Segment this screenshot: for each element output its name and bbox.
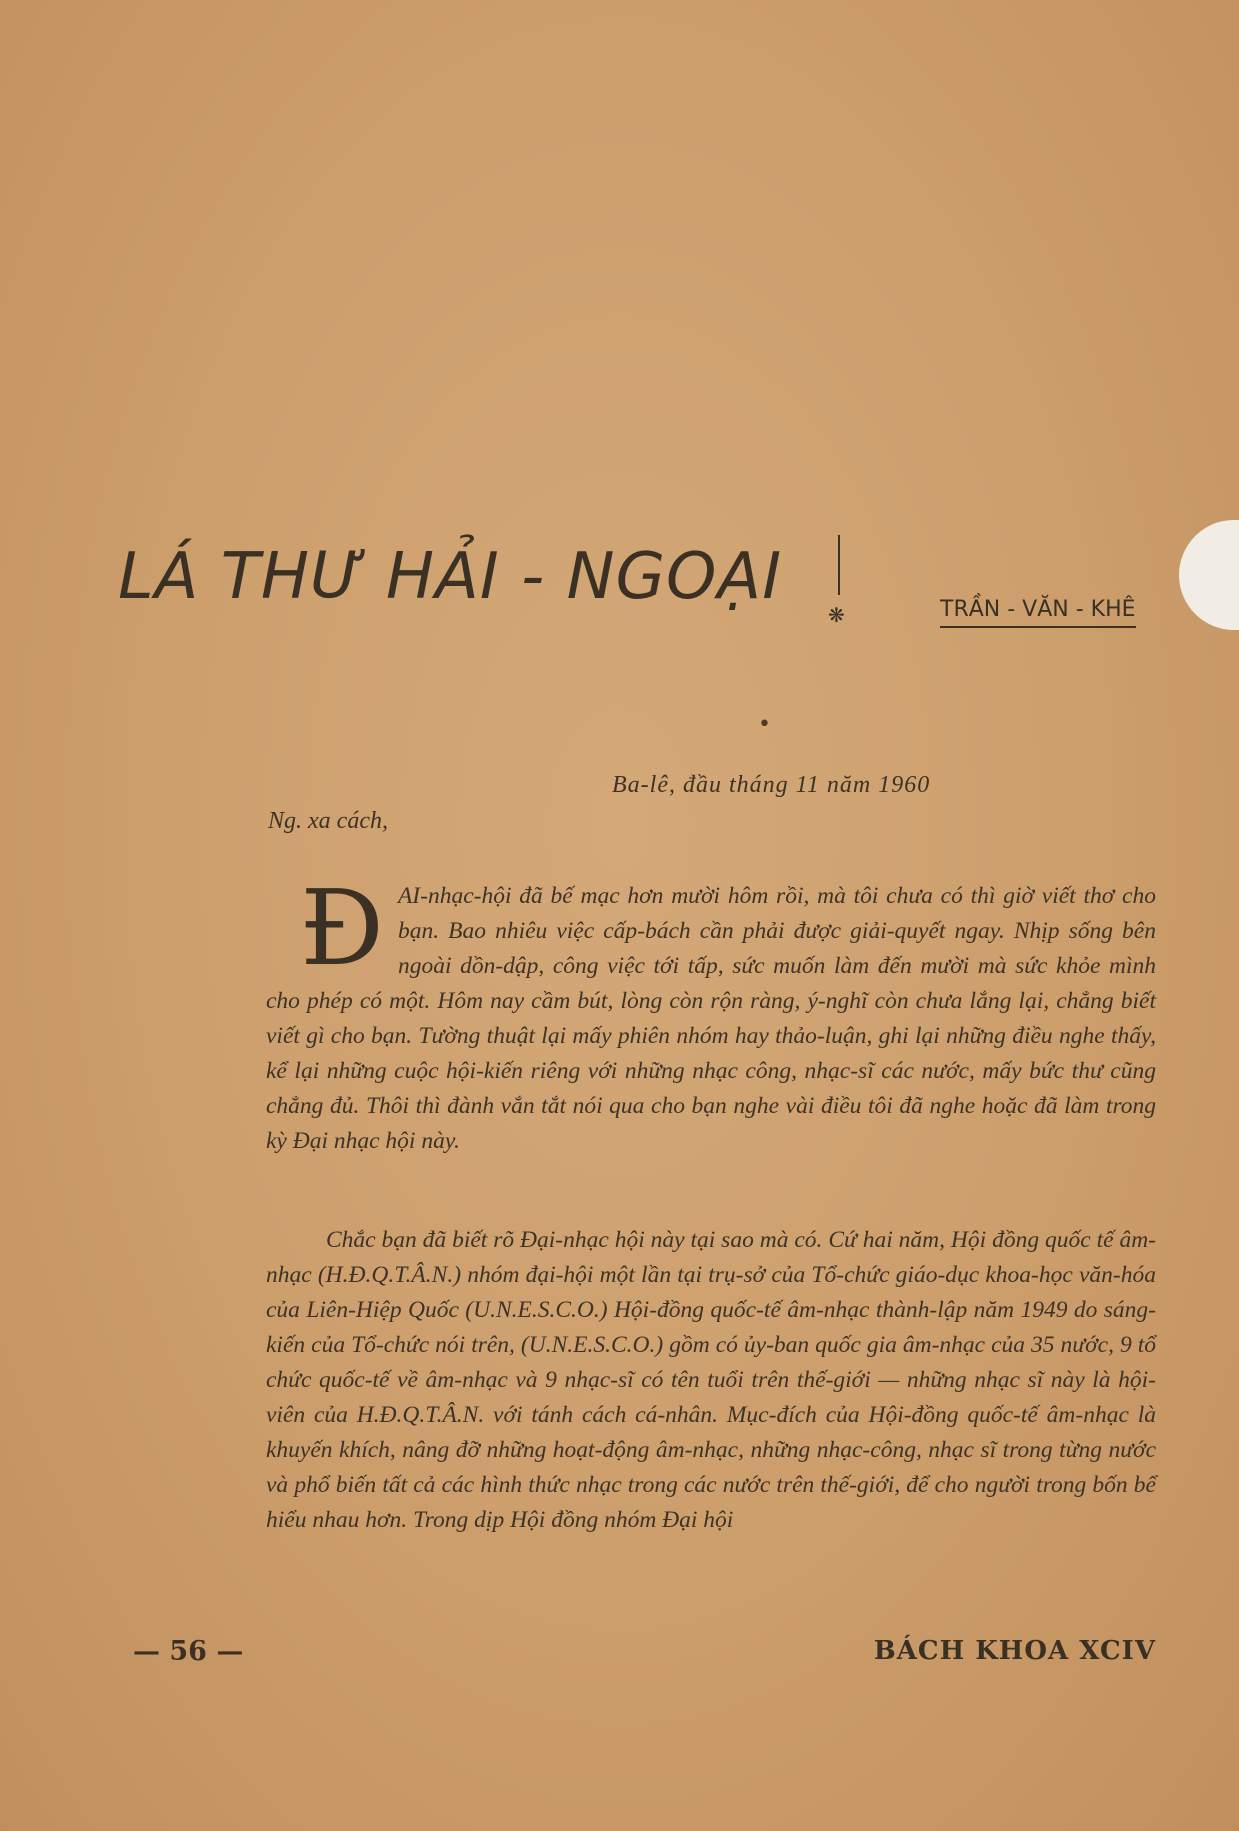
- star-icon: ❋: [828, 603, 845, 627]
- title-divider: [838, 535, 840, 595]
- paragraph-2: Chắc bạn đã biết rõ Đại-nhạc hội này tại sao mà có. Cứ hai năm, Hội đồng quốc tế âm-nhạc (H.Đ.Q.T.Â.N.) nhóm đại-hội một lần tại trụ-sở của Tổ-chức giáo-dục khoa-học văn-hóa của Liên-Hiệp Quốc (U.N.E.S.C.O.) Hội-đồng quốc-tế âm-nhạc thành-lập năm 1949 do sáng-kiến của Tổ-chức nói trên, (U.N.E.S.C.O.) gồm có ủy-ban quốc gia âm-nhạc của 35 nước, 9 tổ chức quốc-tế về âm-nhạc và 9 nhạc-sĩ có tên tuổi trên thế-giới — những nhạc sĩ này là hội-viên của H.Đ.Q.T.Â.N. với tánh cách cá-nhân. Mục-đích của Hội-đồng quốc-tế âm-nhạc là khuyến khích, nâng đỡ những hoạt-động âm-nhạc, những nhạc-công, nhạc sĩ trong từng nước và phổ biến tất cả các hình thức nhạc trong các nước trên thế-giới, để cho người trong bốn bể hiểu nhau hơn. Trong dịp Hội đồng nhóm Đại hội: [266, 1227, 1156, 1533]
- salutation: Ng. xa cách,: [268, 808, 388, 834]
- torn-edge: [1179, 520, 1239, 630]
- author-name: TRẦN - VĂN - KHÊ: [940, 597, 1136, 628]
- publication-name: BÁCH KHOA XCIV: [873, 1636, 1156, 1666]
- paragraph-1: [266, 867, 1156, 1159]
- ornament-dot-icon: •: [758, 712, 771, 737]
- paragraph-1-text: AI-nhạc-hội đã bế mạc hơn mười hôm rồi, mà tôi chưa có thì giờ viết thơ cho bạn. Bao nhiêu việc cấp-bách cần phải được giải-quyết ngay. Nhịp sống bên ngoài dồn-dập, công việc tới tấp, sức muốn làm đến mười mà sức khỏe mình cho phép có một. Hôm nay cầm bút, lòng còn rộn ràng, ý-nghĩ còn chưa lắng lại, chẳng biết viết gì cho bạn. Tường thuật lại mấy phiên nhóm hay thảo-luận, ghi lại những điều nghe thấy, kể lại những cuộc hội-kiến riêng với những nhạc công, nhạc-sĩ các nước, mấy bức thư cũng chẳng đủ. Thôi thì đành vắn tắt nói qua cho bạn nghe vài điều tôi đã nghe hoặc đã làm trong kỳ Đại nhạc hội này.: [266, 883, 1156, 1154]
- drop-cap: Đ: [300, 867, 384, 989]
- article-title: LÁ THƯ HẢI - NGOẠI: [118, 540, 783, 614]
- dateline: Ba-lê, đầu tháng 11 năm 1960: [612, 772, 931, 798]
- page-number: — 56 —: [133, 1636, 244, 1667]
